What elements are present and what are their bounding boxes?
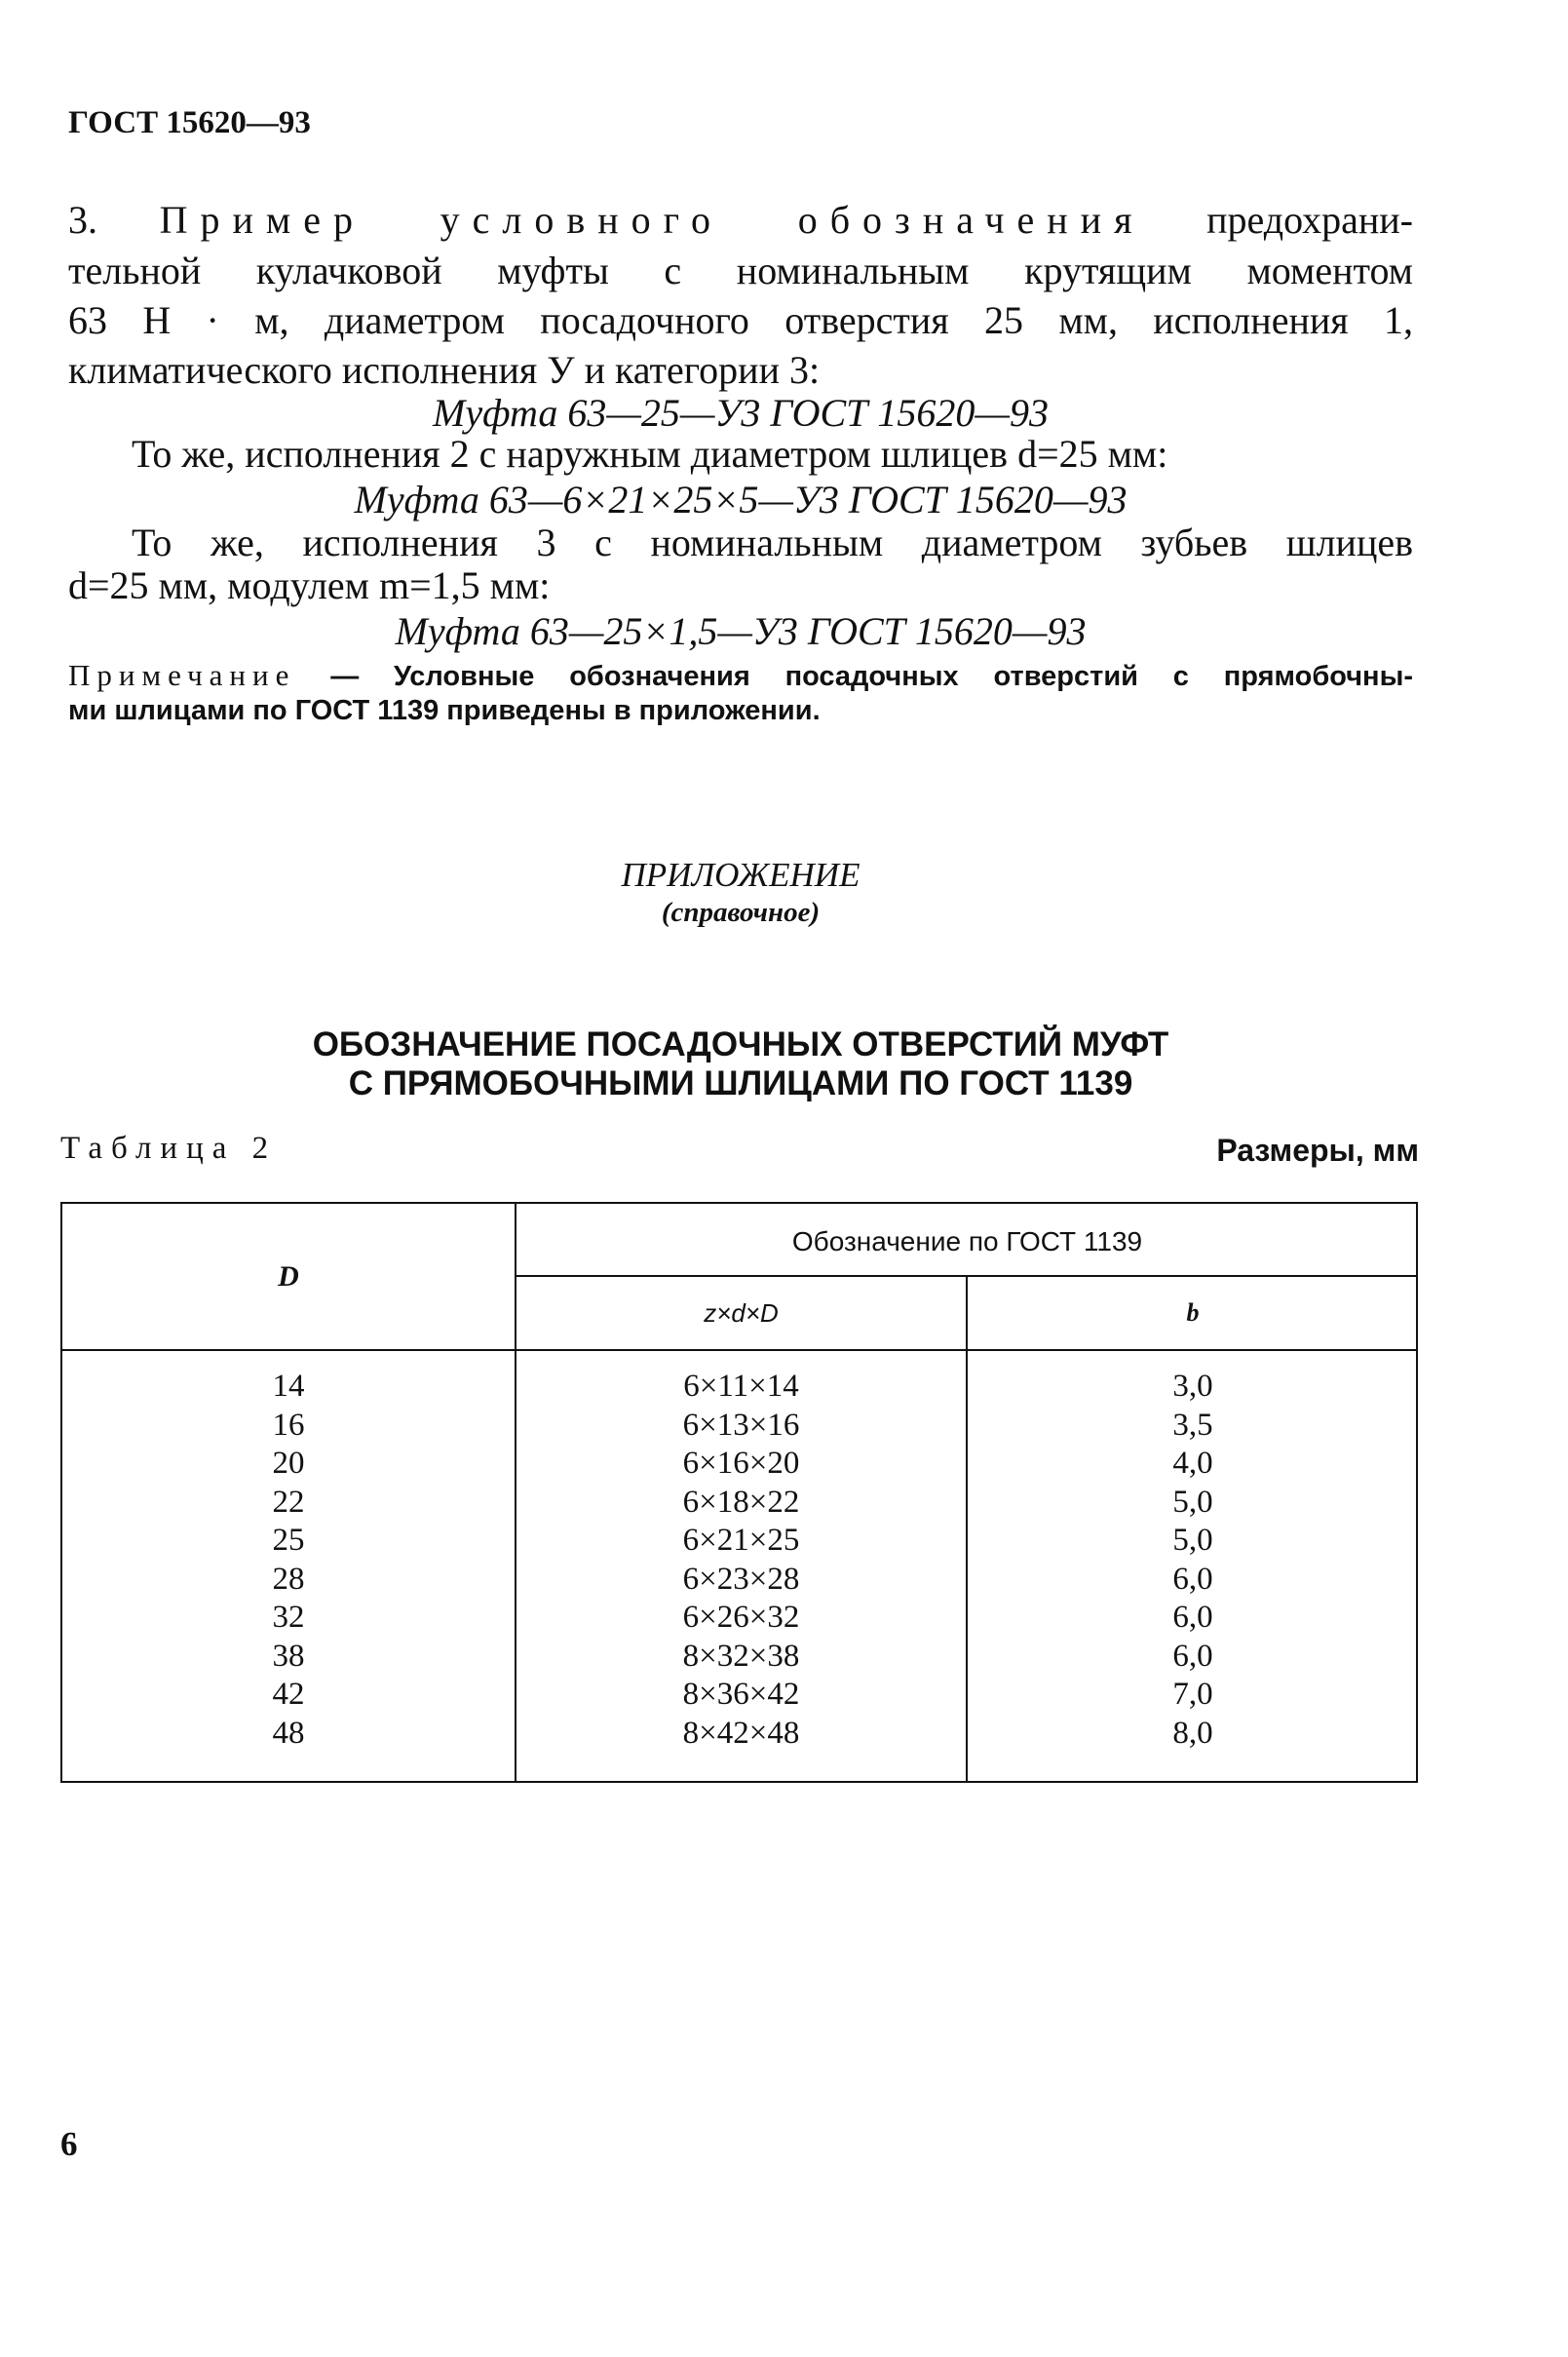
table-cell: 28 — [272, 1561, 305, 1597]
header-designation: Обозначение по ГОСТ 1139 — [791, 1226, 1143, 1256]
table-cell: 6,0 — [1172, 1600, 1213, 1635]
example-line-6: То же, исполнения 3 с номинальным диаметром зубьев шлицев — [132, 521, 1413, 564]
table-cell: 3,0 — [1172, 1369, 1213, 1404]
table-cell: 6×16×20 — [682, 1446, 800, 1481]
table-cell: 8×36×42 — [682, 1677, 800, 1712]
note-line-2: ми шлицами по ГОСТ 1139 приведены в приложении. — [68, 695, 821, 726]
table-cell: 8×42×48 — [682, 1715, 800, 1751]
example-line-4: климатического исполнения У и категории 3: — [68, 348, 821, 392]
note-text-1: — Условные обозначения посадочных отверстий с прямобочны- — [330, 661, 1413, 692]
line1-end: предохрани- — [1206, 198, 1413, 242]
table-divider — [62, 1349, 1418, 1351]
dimensions-table — [60, 1202, 1418, 1783]
header-D: D — [278, 1260, 299, 1293]
table-cell: 6×11×14 — [683, 1369, 799, 1404]
document-header: ГОСТ 15620—93 — [68, 105, 311, 140]
table-cell: 6×13×16 — [682, 1407, 800, 1443]
table-cell: 4,0 — [1172, 1446, 1213, 1481]
table-cell: 8×32×38 — [682, 1638, 800, 1674]
table-caption: Таблица 2 — [60, 1131, 278, 1166]
table-cell: 6×18×22 — [682, 1484, 800, 1520]
note-label: Примечание — [68, 658, 296, 692]
table-units: Размеры, мм — [1216, 1133, 1419, 1168]
example-line-1 — [68, 195, 1413, 246]
example-line-2: тельной кулачковой муфты с номинальным крутящим моментом — [68, 249, 1413, 292]
note-line-1 — [68, 657, 1413, 695]
appendix-title: ПРИЛОЖЕНИЕ — [621, 856, 860, 894]
example-line-3: 63 Н · м, диаметром посадочного отверстия 25 мм, исполнения 1, — [68, 298, 1413, 342]
table-divider — [515, 1275, 1418, 1277]
designation-1: Муфта 63—25—У3 ГОСТ 15620—93 — [433, 391, 1049, 435]
column-b — [968, 1368, 1418, 1753]
header-b: b — [1186, 1298, 1200, 1327]
column-D — [62, 1368, 515, 1753]
table-cell: 6,0 — [1172, 1561, 1213, 1597]
spaced-lead: Пример условного обозначения — [159, 198, 1145, 242]
table-cell: 48 — [272, 1715, 305, 1751]
table-cell: 7,0 — [1172, 1677, 1213, 1712]
designation-3: Муфта 63—25×1,5—У3 ГОСТ 15620—93 — [395, 609, 1087, 653]
table-cell: 5,0 — [1172, 1484, 1213, 1520]
table-cell: 6,0 — [1172, 1638, 1213, 1674]
example-line-5: То же, исполнения 2 с наружным диаметром шлицев d=25 мм: — [132, 432, 1168, 476]
table-cell: 6×21×25 — [682, 1523, 800, 1558]
table-cell: 8,0 — [1172, 1715, 1213, 1751]
item-number: 3. — [68, 198, 97, 242]
column-zdD — [516, 1368, 966, 1753]
header-zdD: z×d×D — [704, 1298, 779, 1328]
table-cell: 6×26×32 — [682, 1600, 800, 1635]
appendix-subtitle: (справочное) — [661, 897, 821, 928]
table-cell: 38 — [272, 1638, 305, 1674]
example-line-7: d=25 мм, модулем m=1,5 мм: — [68, 563, 551, 607]
table-cell: 42 — [272, 1677, 305, 1712]
table-cell: 25 — [272, 1523, 305, 1558]
appendix-heading-line-2: С ПРЯМОБОЧНЫМИ ШЛИЦАМИ ПО ГОСТ 1139 — [348, 1064, 1133, 1102]
table-cell: 5,0 — [1172, 1523, 1213, 1558]
designation-2: Муфта 63—6×21×25×5—У3 ГОСТ 15620—93 — [354, 478, 1128, 522]
table-cell: 32 — [272, 1600, 305, 1635]
table-cell: 14 — [272, 1369, 305, 1404]
table-cell: 20 — [272, 1446, 305, 1481]
table-cell: 22 — [272, 1484, 305, 1520]
page-number: 6 — [60, 2125, 78, 2163]
table-cell: 16 — [272, 1407, 305, 1443]
appendix-heading-line-1: ОБОЗНАЧЕНИЕ ПОСАДОЧНЫХ ОТВЕРСТИЙ МУФТ — [312, 1025, 1169, 1063]
table-cell: 6×23×28 — [682, 1561, 800, 1597]
table-cell: 3,5 — [1172, 1407, 1213, 1443]
